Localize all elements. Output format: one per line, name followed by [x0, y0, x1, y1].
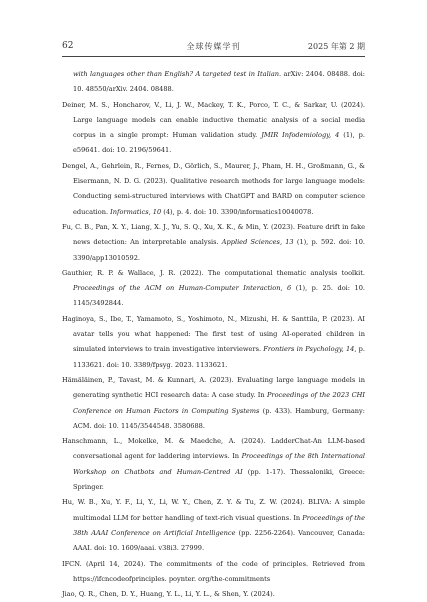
reference-authors: Fu, C. B., Pan, X. Y., Liang, X. J., Yu, S. Q., Xu, X. K., & Min, Y. (2023).: [62, 222, 298, 231]
reference-details: (1), p. 592. doi: 10. 3390/app13010592.: [73, 238, 366, 262]
reference-entry: [62, 557, 365, 588]
reference-venue: Applied Sciences, 13: [221, 238, 294, 247]
reference-title: Large language models can enable inductive thematic analysis of a social media corpus in a single prompt: Human validation study.: [73, 115, 365, 140]
issue-label: 2025 年第 2 期: [307, 42, 365, 51]
reference-title: Qualitative research methods for large language models: Conducting semi-structured interviews with ChatGPT and BARD on computer science education.: [73, 177, 366, 216]
reference-entry: [62, 220, 365, 266]
header-rule: [62, 56, 365, 57]
reference-list: [62, 67, 365, 602]
reference-title: Evaluating large language models in generating synthetic HCI research data: A case study. In: [73, 375, 365, 400]
reference-authors: Hämäläinen, P., Tavast, M. & Kunnari, A. (2023).: [62, 375, 238, 384]
reference-entry: [62, 67, 365, 98]
reference-details: (1), p. 25. doi: 10. 1145/3492844.: [73, 284, 365, 308]
journal-name: 全球传媒学刊: [186, 42, 241, 51]
reference-title: Feature drift in fake news detection: An interpretable analysis.: [73, 222, 366, 247]
reference-venue: Proceedings of the ACM on Human-Computer Interaction, 6: [73, 284, 292, 293]
reference-entry: [62, 98, 365, 159]
reference-details: (pp. 2256-2264). Vancouver, Canada: AAAI. doi: 10. 1609/aaai. v38i3. 27999.: [73, 528, 366, 553]
reference-entry: [62, 312, 365, 373]
reference-venue: Proceedings of the 8th International Workshop on Chatbots and Human-Centred AI: [73, 452, 365, 476]
reference-entry: [62, 587, 365, 602]
reference-details: (4), p. 4. doi: 10. 3390/informatics10040078.: [161, 207, 314, 216]
reference-title: The commitments of the code of principles. Retrieved from https://ifcncodeofprinciples. poynter. org/the-commitments: [73, 559, 365, 583]
reference-title: The computational thematic analysis toolkit.: [207, 268, 365, 277]
reference-authors: Haginoya, S., Ibe, T., Yamamoto, S., Yoshimoto, N., Mizushi, H. & Santtila, P. (2023).: [62, 314, 358, 323]
reference-venue: Proceedings of the 38th AAAI Conference on Artificial Intelligence: [73, 513, 365, 537]
running-header: [62, 41, 365, 55]
reference-venue: Frontiers in Psychology, 14: [263, 345, 355, 354]
reference-entry: [62, 266, 365, 312]
reference-details: (p. 433). Hamburg, Germany: ACM. doi: 10. 1145/3544548. 3580688.: [73, 406, 365, 430]
reference-authors: Hanschmann, L., Mokelke, M. & Maedche, A. (2024).: [62, 437, 271, 446]
reference-entry: [62, 495, 365, 556]
reference-authors: IFCN. (April 14, 2024).: [62, 559, 150, 568]
page-number: 62: [62, 41, 74, 51]
reference-venue: JMIR Infodemiology, 4: [261, 131, 340, 140]
reference-authors: Deiner, M. S., Honcharov, V., Li, J. W., Mackey, T. K., Porco, T. C., & Sarkar, U. (2024).: [62, 100, 365, 109]
reference-authors: Gauthier, R. P. & Wallace, J. R. (2022).: [62, 268, 208, 277]
reference-venue: with languages other than English? A targeted test in Italian.: [73, 70, 282, 78]
reference-authors: Dengel, A., Gehrlein, R., Fernes, D., Görlich, S., Maurer, J., Pham, H. H., Großmann, G., & Eisermann, N. D. G. (2023).: [62, 161, 365, 186]
reference-title: LadderChat-An LLM-based conversational agent for laddering interviews. In: [73, 437, 365, 461]
reference-entry: [62, 159, 365, 220]
reference-details: , p. 1133621. doi: 10. 3389/fpsyg. 2023. 1133621.: [73, 345, 365, 369]
reference-authors: Jiao, Q. R., Chen, D. Y., Huang, Y. L., Li, Y. L., & Shen, Y. (2024).: [62, 590, 275, 599]
reference-venue: Informatics, 10: [110, 207, 162, 216]
reference-details: (1), p. e59641. doi: 10. 2196/59641.: [73, 131, 365, 155]
reference-entry: [62, 434, 365, 495]
reference-entry: [62, 373, 365, 434]
reference-authors: Hu, W. B., Xu, Y. F., Li, Y., Li, W. Y., Chen, Z. Y. & Tu, Z. W. (2024).: [62, 498, 309, 507]
reference-title: AI avatar tells you what happened: The first test of using AI-operated children in simulated interviews to train investigative interviewers.: [73, 314, 365, 354]
reference-details: arXiv: 2404. 08488. doi: 10. 48550/arXiv. 2404. 08488.: [73, 70, 366, 94]
reference-details: (pp. 1-17). Thessaloniki, Greece: Springer.: [73, 467, 365, 492]
reference-venue: Proceedings of the 2023 CHI Conference on Human Factors in Computing Systems: [73, 391, 365, 415]
reference-title: BLIVA: A simple multimodal LLM for better handling of text-rich visual questions. In: [73, 498, 365, 522]
